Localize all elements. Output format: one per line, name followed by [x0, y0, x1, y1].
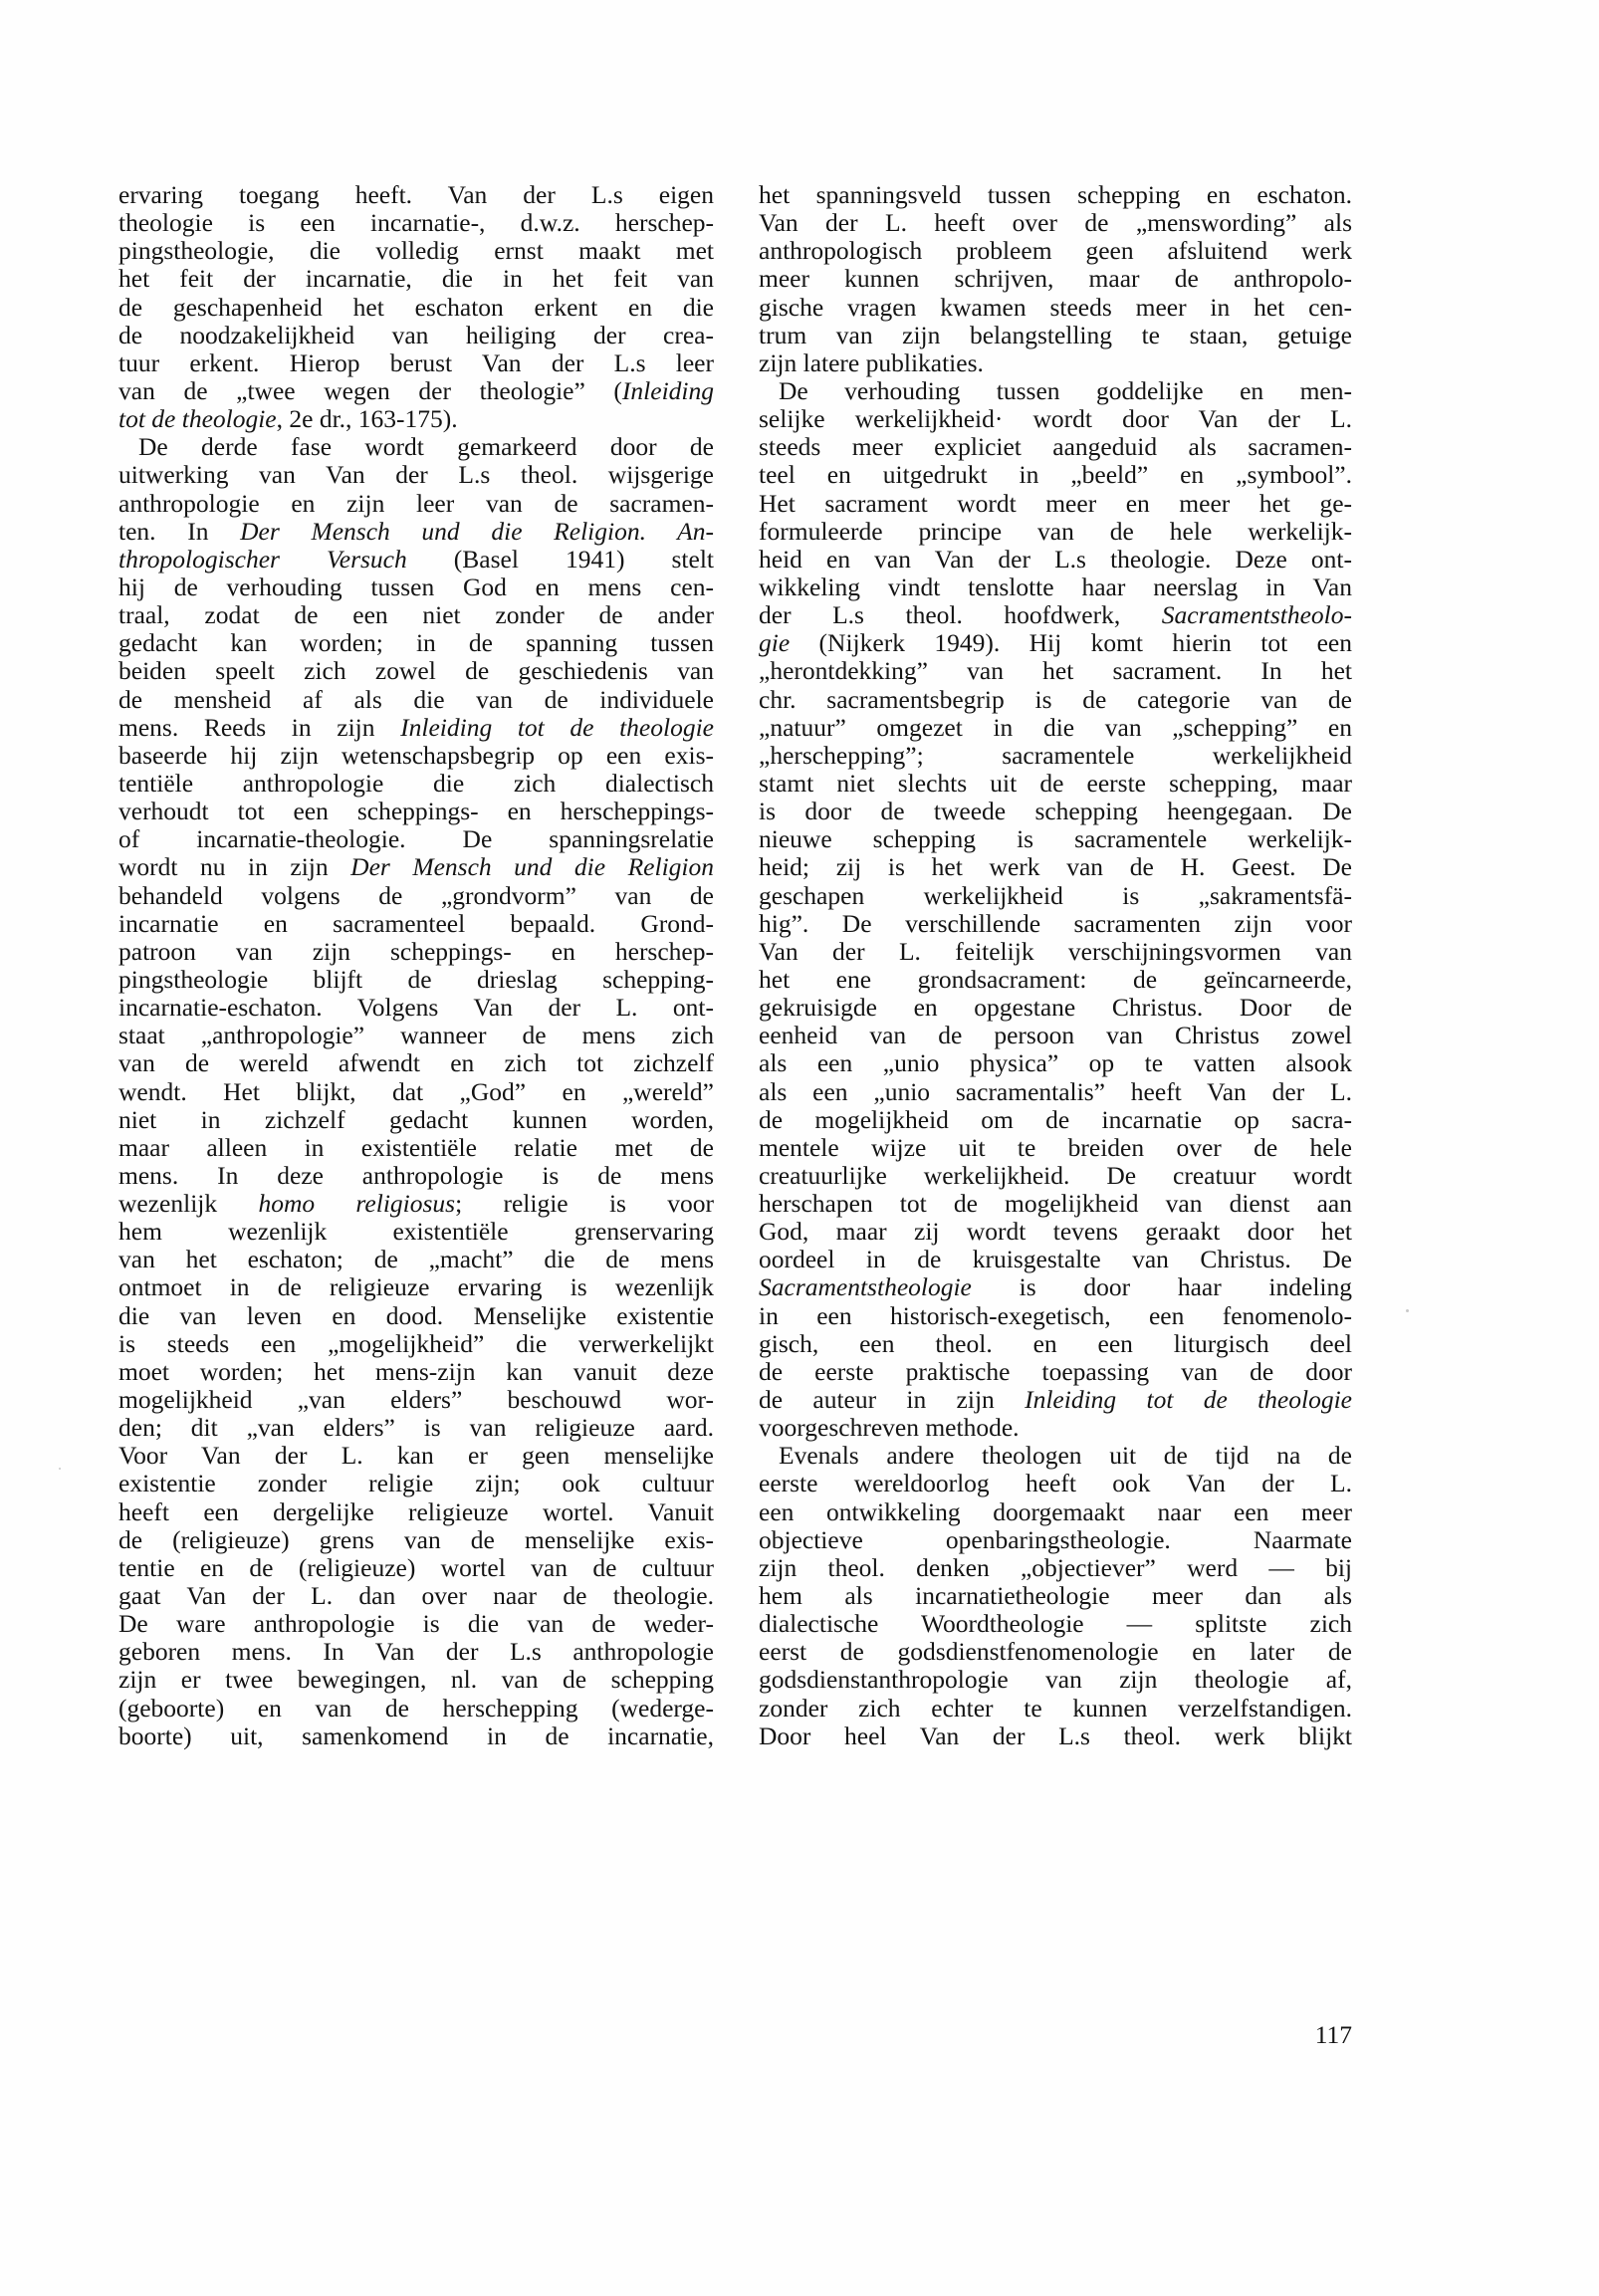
body-text: den; dit „van elders” is van religieuze aard.	[118, 1413, 714, 1443]
text-line	[759, 490, 1352, 518]
text-line	[118, 237, 714, 265]
text-line	[118, 546, 714, 574]
body-text: (geboorte) en van de herschepping (wederge-	[118, 1693, 714, 1722]
body-text: in een historisch-exegetisch, een fenomenolo-	[759, 1300, 1352, 1330]
italic-title-text: Inleiding	[621, 375, 714, 405]
body-text: herschapen tot de mogelijkheid van dienst aan	[759, 1189, 1352, 1219]
body-text: de auteur in zijn	[759, 1385, 1026, 1415]
body-text: tentiële anthropologie die zich dialectisch	[118, 768, 714, 798]
text-line	[759, 349, 1352, 377]
text-line	[759, 294, 1352, 322]
text-line	[759, 882, 1352, 910]
text-line	[759, 1722, 1352, 1750]
body-text: chr. sacramentsbegrip is de categorie van de	[759, 684, 1352, 714]
text-line	[118, 770, 714, 798]
text-line	[118, 910, 714, 938]
body-text: als een „unio sacramentalis” heeft Van der L.	[759, 1076, 1352, 1106]
body-text: geboren mens. In Van der L.s anthropologie	[118, 1637, 714, 1667]
body-text: mens. In deze anthropologie is de mens	[118, 1160, 714, 1190]
body-text: Van der L. feitelijk verschijningsvormen van	[759, 936, 1352, 966]
body-text: Voor Van der L. kan er geen menselijke	[118, 1441, 714, 1471]
text-line	[118, 1414, 714, 1442]
body-text: hem wezenlijk existentiële grenservaring	[118, 1217, 714, 1247]
text-line	[118, 825, 714, 853]
body-text: zijn er twee bewegingen, nl. van de schepping	[118, 1665, 714, 1695]
body-text: dialectische Woordtheologie — splitste zich	[759, 1609, 1352, 1639]
scan-speck	[1406, 1309, 1409, 1312]
body-text: heid en van Van der L.s theologie. Deze ont-	[759, 544, 1352, 574]
text-line	[118, 1190, 714, 1218]
text-line	[118, 1526, 714, 1554]
text-line	[759, 1498, 1352, 1526]
text-line	[759, 1526, 1352, 1554]
body-text: teel en uitgedrukt in „beeld” en „symbool”.	[759, 460, 1352, 490]
body-text: voorgeschreven methode.	[759, 1413, 1020, 1443]
body-text: gaat Van der L. dan over naar de theologie.	[118, 1581, 714, 1611]
body-text: mogelijkheid „van elders” beschouwd wor-	[118, 1385, 714, 1415]
body-text: gisch, een theol. en een liturgisch deel	[759, 1328, 1352, 1358]
body-text: van de wereld afwendt en zich tot zichzelf	[118, 1048, 714, 1078]
text-line	[759, 1554, 1352, 1582]
body-text: mentele wijze uit te breiden over de hele	[759, 1132, 1352, 1162]
body-text: mens. Reeds in zijn	[118, 712, 401, 742]
body-text: is steeds een „mogelijkheid” die verwerkelijkt	[118, 1328, 714, 1358]
text-line	[118, 1442, 714, 1470]
italic-title-text: Sacramentstheologie	[759, 1272, 972, 1302]
text-line	[759, 1470, 1352, 1497]
body-text: Evenals andere theologen uit de tijd na de	[779, 1441, 1352, 1471]
body-text: ten. In	[118, 516, 241, 546]
text-line	[118, 1610, 714, 1638]
text-line	[759, 1358, 1352, 1386]
body-text: existentie zonder religie zijn; ook cultuur	[118, 1469, 714, 1498]
text-line	[118, 601, 714, 629]
text-line	[759, 742, 1352, 770]
body-text: moet worden; het mens-zijn kan vanuit deze	[118, 1356, 714, 1386]
body-text: gekruisigde en opgestane Christus. Door de	[759, 993, 1352, 1023]
italic-title-text: Inleiding tot de theologie	[1025, 1385, 1352, 1415]
text-line	[759, 237, 1352, 265]
body-text: incarnatie en sacramenteel bepaald. Grond-	[118, 908, 714, 938]
body-text: nieuwe schepping is sacramentele werkelijk-	[759, 824, 1352, 854]
body-text: „herschepping”; sacramentele werkelijkheid	[759, 740, 1352, 770]
text-line	[759, 546, 1352, 574]
text-line	[118, 1722, 714, 1750]
body-text: oordeel in de kruisgestalte van Christus. De	[759, 1245, 1352, 1274]
body-text: verhoudt tot een scheppings- en herscheppings-	[118, 797, 714, 826]
body-text: stamt niet slechts uit de eerste schepping, maar	[759, 768, 1352, 798]
body-text: hig”. De verschillende sacramenten zijn voor	[759, 908, 1352, 938]
body-text: geschapen werkelijkheid is „sakramentsfä-	[759, 880, 1352, 910]
text-line	[759, 518, 1352, 546]
body-text: boorte) uit, samenkomend in de incarnatie,	[118, 1721, 714, 1750]
italic-title-text: homo religiosus	[258, 1189, 456, 1219]
body-text: De ware anthropologie is die van de weder-	[118, 1609, 714, 1639]
text-line	[118, 1695, 714, 1722]
body-text: maar alleen in existentiële relatie met de	[118, 1132, 714, 1162]
text-line	[118, 574, 714, 601]
text-line	[759, 686, 1352, 714]
body-text: wordt nu in zijn	[118, 852, 351, 882]
body-text: gedacht kan worden; in de spanning tussen	[118, 628, 714, 658]
text-line	[759, 1190, 1352, 1218]
body-text: wikkeling vindt tenslotte haar neerslag in Van	[759, 572, 1352, 601]
text-line	[118, 966, 714, 994]
text-line	[118, 938, 714, 966]
italic-title-text: Sacramentstheolo-	[1161, 600, 1352, 630]
body-text: als een „unio physica” op te vatten alsook	[759, 1048, 1352, 1078]
text-line	[759, 1695, 1352, 1722]
body-text: eenheid van de persoon van Christus zowel	[759, 1021, 1352, 1050]
body-text: eerste wereldoorlog heeft ook Van der L.	[759, 1469, 1352, 1498]
body-text: pingstheologie blijft de drieslag schepping-	[118, 964, 714, 994]
italic-title-text: Inleiding tot de theologie	[400, 712, 714, 742]
body-text: „herontdekking” van het sacrament. In het	[759, 656, 1352, 686]
text-line	[759, 1666, 1352, 1694]
text-line	[118, 1582, 714, 1610]
text-line	[118, 405, 714, 433]
body-text: creatuurlijke werkelijkheid. De creatuur wordt	[759, 1160, 1352, 1190]
body-text: God, maar zij wordt tevens geraakt door het	[759, 1217, 1352, 1247]
body-text: uitwerking van Van der L.s theol. wijsgerige	[118, 460, 714, 490]
body-text: de (religieuze) grens van de menselijke exis-	[118, 1524, 714, 1554]
italic-title-text: gie	[759, 628, 791, 658]
text-line	[118, 1273, 714, 1301]
body-text: Het sacrament wordt meer en meer het ge-	[759, 488, 1352, 518]
body-text: ontmoet in de religieuze ervaring is wezenlijk	[118, 1272, 714, 1302]
text-line	[759, 966, 1352, 994]
body-text: Van der L. heeft over de „menswording” als	[759, 208, 1352, 238]
text-line	[759, 1582, 1352, 1610]
body-text: de geschapenheid het eschaton erkent en die	[118, 292, 714, 322]
text-line	[759, 1078, 1352, 1106]
body-text: niet in zichzelf gedacht kunnen worden,	[118, 1104, 714, 1134]
body-text: formuleerde principe van de hele werkelijk-	[759, 516, 1352, 546]
text-line	[118, 461, 714, 489]
text-line	[759, 1134, 1352, 1162]
body-text: de mogelijkheid om de incarnatie op sacra-	[759, 1104, 1352, 1134]
italic-title-text: Der Mensch und die Religion	[350, 852, 714, 882]
text-line	[118, 322, 714, 349]
text-line	[118, 1638, 714, 1666]
body-text: patroon van zijn scheppings- en herschep-	[118, 936, 714, 966]
text-line	[118, 1078, 714, 1106]
page-number: 117	[1314, 2020, 1352, 2049]
body-text: gische vragen kwamen steeds meer in het cen-	[759, 292, 1352, 322]
body-text: wezenlijk	[118, 1189, 259, 1219]
text-line	[759, 1302, 1352, 1330]
body-text: het spanningsveld tussen schepping en eschaton.	[759, 180, 1352, 209]
text-line	[759, 657, 1352, 685]
body-text: staat „anthropologie” wanneer de mens zich	[118, 1021, 714, 1050]
text-line	[759, 181, 1352, 209]
italic-title-text: Der Mensch und die Religion. An-	[240, 516, 714, 546]
text-line	[118, 686, 714, 714]
body-text: baseerde hij zijn wetenschapsbegrip op een exis-	[118, 740, 714, 770]
text-line	[118, 349, 714, 377]
text-line	[759, 461, 1352, 489]
italic-title-text: thropologischer Versuch	[118, 544, 407, 574]
text-line	[759, 377, 1352, 405]
text-line	[118, 1022, 714, 1049]
scan-speck	[59, 1468, 61, 1470]
text-line	[759, 853, 1352, 881]
text-line	[759, 574, 1352, 601]
body-text: die van leven en dood. Menselijke existentie	[118, 1300, 714, 1330]
text-line	[118, 853, 714, 881]
text-line	[759, 1218, 1352, 1246]
body-text: is door de tweede schepping heengegaan. De	[759, 797, 1352, 826]
text-line	[118, 1162, 714, 1190]
text-line	[759, 1386, 1352, 1414]
text-line	[759, 1414, 1352, 1442]
text-line	[118, 209, 714, 237]
text-line	[759, 1610, 1352, 1638]
body-text: behandeld volgens de „grondvorm” van de	[118, 880, 714, 910]
body-text: de eerste praktische toepassing van de door	[759, 1356, 1352, 1386]
text-line	[759, 629, 1352, 657]
text-line	[118, 1106, 714, 1134]
body-text: „natuur” omgezet in die van „schepping” en	[759, 712, 1352, 742]
text-line	[759, 994, 1352, 1022]
text-line	[118, 1134, 714, 1162]
body-text: beiden speelt zich zowel de geschiedenis van	[118, 656, 714, 686]
text-line	[118, 798, 714, 825]
text-line	[118, 1386, 714, 1414]
left-text-column	[118, 181, 714, 1750]
text-line	[759, 433, 1352, 461]
text-line	[759, 322, 1352, 349]
text-line	[759, 209, 1352, 237]
text-line	[118, 1554, 714, 1582]
body-text: zonder zich echter te kunnen verzelfstandigen.	[759, 1693, 1352, 1722]
body-text: van de „twee wegen der theologie” (	[118, 375, 622, 405]
text-line	[118, 265, 714, 293]
text-line	[759, 1442, 1352, 1470]
text-line	[118, 181, 714, 209]
text-line	[759, 770, 1352, 798]
body-text: der L.s theol. hoofdwerk,	[759, 600, 1162, 630]
text-line	[118, 518, 714, 546]
body-text: trum van zijn belangstelling te staan, getuige	[759, 320, 1352, 349]
text-line	[759, 1330, 1352, 1358]
text-line	[118, 629, 714, 657]
text-line	[118, 882, 714, 910]
body-text: theologie is een incarnatie-, d.w.z. herschep-	[118, 208, 714, 238]
text-line	[118, 294, 714, 322]
text-line	[759, 1162, 1352, 1190]
text-line	[118, 1302, 714, 1330]
body-text: anthropologie en zijn leer van de sacramen-	[118, 488, 714, 518]
body-text: hij de verhouding tussen God en mens cen-	[118, 572, 714, 601]
text-line	[118, 1666, 714, 1694]
right-text-column	[759, 181, 1352, 1750]
body-text: tentie en de (religieuze) wortel van de cultuur	[118, 1552, 714, 1582]
text-line	[118, 1246, 714, 1273]
body-text: ; religie is voor	[455, 1189, 715, 1219]
text-line	[759, 1022, 1352, 1049]
body-text: pingstheologie, die volledig ernst maakt met	[118, 236, 714, 266]
body-text: De verhouding tussen goddelijke en men-	[779, 375, 1352, 405]
italic-title-text: tot de theologie	[118, 404, 277, 434]
text-line	[118, 1358, 714, 1386]
text-line	[759, 1049, 1352, 1077]
body-text: incarnatie-eschaton. Volgens Van der L. ont-	[118, 993, 714, 1023]
body-text: traal, zodat de een niet zonder de ander	[118, 600, 714, 630]
text-line	[118, 1330, 714, 1358]
text-line	[759, 1106, 1352, 1134]
text-line	[118, 994, 714, 1022]
body-text: het ene grondsacrament: de geïncarneerde,	[759, 964, 1352, 994]
text-line	[118, 377, 714, 405]
body-text: eerst de godsdienstfenomenologie en later de	[759, 1637, 1352, 1667]
text-line	[759, 910, 1352, 938]
text-line	[759, 938, 1352, 966]
text-line	[759, 1246, 1352, 1273]
body-text: het feit der incarnatie, die in het feit van	[118, 264, 714, 294]
text-line	[759, 265, 1352, 293]
body-text: de noodzakelijkheid van heiliging der crea-	[118, 320, 714, 349]
text-line	[118, 433, 714, 461]
body-text: tuur erkent. Hierop berust Van der L.s leer	[118, 347, 714, 377]
body-text: objectieve openbaringstheologie. Naarmate	[759, 1524, 1352, 1554]
body-text: heeft een dergelijke religieuze wortel. Vanuit	[118, 1496, 714, 1526]
body-text: een ontwikkeling doorgemaakt naar een meer	[759, 1496, 1352, 1526]
text-line	[118, 1049, 714, 1077]
text-line	[118, 1498, 714, 1526]
text-line	[759, 1638, 1352, 1666]
body-text: de mensheid af als die van de individuele	[118, 684, 714, 714]
text-line	[118, 714, 714, 742]
body-text: (Basel 1941) stelt	[406, 544, 714, 574]
text-line	[759, 601, 1352, 629]
text-line	[118, 490, 714, 518]
body-text: of incarnatie-theologie. De spanningsrelatie	[118, 824, 714, 854]
body-text: (Nijkerk 1949). Hij komt hierin tot een	[790, 628, 1352, 658]
body-text: De derde fase wordt gemarkeerd door de	[138, 432, 714, 462]
text-line	[759, 714, 1352, 742]
text-line	[759, 798, 1352, 825]
body-text: selijke werkelijkheid· wordt door Van der L.	[759, 404, 1352, 434]
text-line	[118, 1470, 714, 1497]
body-text: Door heel Van der L.s theol. werk blijkt	[759, 1721, 1352, 1750]
body-text: ervaring toegang heeft. Van der L.s eigen	[118, 180, 714, 209]
text-line	[118, 1218, 714, 1246]
body-text: heid; zij is het werk van de H. Geest. De	[759, 852, 1352, 882]
text-line	[759, 825, 1352, 853]
body-text: , 2e dr., 163-175).	[276, 404, 458, 434]
body-text: is door haar indeling	[971, 1272, 1352, 1302]
body-text: hem als incarnatietheologie meer dan als	[759, 1581, 1352, 1611]
text-line	[759, 1273, 1352, 1301]
body-text: zijn theol. denken „objectiever” werd — bij	[759, 1552, 1352, 1582]
text-line	[118, 657, 714, 685]
body-text: steeds meer expliciet aangeduid als sacramen-	[759, 432, 1352, 462]
body-text: godsdienstanthropologie van zijn theologie af,	[759, 1665, 1352, 1695]
body-text: wendt. Het blijkt, dat „God” en „wereld”	[118, 1076, 714, 1106]
body-text: van het eschaton; de „macht” die de mens	[118, 1245, 714, 1274]
text-line	[118, 742, 714, 770]
text-line	[759, 405, 1352, 433]
body-text: meer kunnen schrijven, maar de anthropolo-	[759, 264, 1352, 294]
body-text: zijn latere publikaties.	[759, 347, 984, 377]
body-text: anthropologisch probleem geen afsluitend werk	[759, 236, 1352, 266]
